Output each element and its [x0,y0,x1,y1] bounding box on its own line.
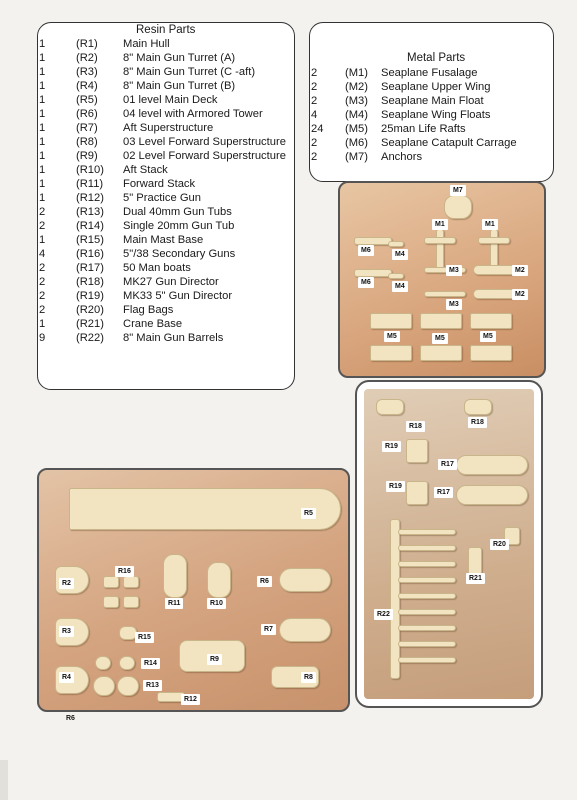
part-code: (R12) [76,192,104,204]
raft-part [420,313,462,329]
part-name: 8" Main Gun Turret (A) [123,52,236,64]
part-name: 8" Main Gun Turret (B) [123,80,236,92]
part-name: 5"/38 Secondary Guns [123,248,236,260]
part-code: (R15) [76,234,104,246]
part-tag: R15 [135,632,154,643]
part-code: (R17) [76,262,104,274]
gun-part [103,576,119,588]
barrel-part [398,641,456,647]
part-name: 8" Main Gun Turret (C -aft) [123,66,256,78]
part-code: (R10) [76,164,104,176]
part-code: (R18) [76,276,104,288]
part-tag: R12 [181,694,200,705]
qty: 2 [39,276,46,288]
qty: 1 [39,66,46,78]
part-tag: R20 [490,539,509,550]
part-code: (R13) [76,206,104,218]
part-name: 01 level Main Deck [123,94,218,106]
part-code: (R16) [76,248,104,260]
qty: 1 [39,178,46,190]
barrel-part [398,609,456,615]
part-name: 03 Level Forward Superstructure [123,136,286,148]
part-name: Seaplane Main Float [381,95,484,107]
part-name: Crane Base [123,318,183,330]
part-code: (M2) [345,81,368,93]
qty: 1 [39,80,46,92]
part-tag: R14 [141,658,160,669]
director-part [406,439,428,463]
part-tag: R18 [406,421,425,432]
stack-part [207,562,231,598]
part-tag: M7 [450,185,466,196]
gun-tub-part [117,676,139,696]
part-name: Anchors [381,151,423,163]
part-tag: M6 [358,245,374,256]
part-tag: M5 [432,333,448,344]
part-name: Main Hull [123,38,170,50]
gun-tub-part [93,676,115,696]
resin-parts-title: Resin Parts [136,24,196,36]
qty: 2 [311,81,318,93]
part-tag: R21 [466,573,485,584]
part-name: Main Mast Base [123,234,204,246]
part-tag: R22 [374,609,393,620]
part-tag: M1 [432,219,448,230]
part-code: (R19) [76,290,104,302]
part-code: (M7) [345,151,368,163]
qty: 1 [39,136,46,148]
part-name: MK27 Gun Director [123,276,219,288]
qty: 2 [311,67,318,79]
photo-background [364,389,534,699]
gun-part [123,596,139,608]
part-name: 02 Level Forward Superstructure [123,150,286,162]
gun-tub-part [95,656,111,670]
qty: 1 [39,234,46,246]
wing-float-part [388,241,404,247]
part-tag: R18 [468,417,487,428]
part-tag: R10 [207,598,226,609]
tower-part [279,568,331,592]
part-tag: R17 [434,487,453,498]
part-code: (R7) [76,122,98,134]
part-code: (R2) [76,52,98,64]
qty: 2 [311,151,318,163]
qty: 2 [39,304,46,316]
part-tag: M1 [482,219,498,230]
part-code: (M6) [345,137,368,149]
wing-float-part [388,273,404,279]
resin-small-parts-photo [355,380,543,708]
part-name: Seaplane Catapult Carrage [381,137,517,149]
part-name: Seaplane Wing Floats [381,109,491,121]
catapult-part [354,237,392,245]
part-tag: M3 [446,299,462,310]
qty: 1 [39,150,46,162]
part-name: Dual 40mm Gun Tubs [123,206,232,218]
qty: 1 [39,318,46,330]
raft-part [370,313,412,329]
part-tag: M5 [384,331,400,342]
wing-part [473,265,517,275]
metal-parts-title: Metal Parts [407,52,466,64]
part-name: Seaplane Upper Wing [381,81,491,93]
qty: 1 [39,192,46,204]
part-code: (M5) [345,123,368,135]
stack-part [163,554,187,598]
director-part [464,399,492,415]
part-code: (M1) [345,67,368,79]
director-part [406,481,428,505]
part-code: (R22) [76,332,104,344]
boat-part [456,455,528,475]
part-code: (R5) [76,94,98,106]
part-code: (R9) [76,150,98,162]
part-name: Flag Bags [123,304,174,316]
part-tag: R2 [59,578,74,589]
barrel-part [398,545,456,551]
part-code: (R8) [76,136,98,148]
gun-tub-part [119,656,135,670]
part-code: (R20) [76,304,104,316]
part-name: Aft Stack [123,164,168,176]
superstructure-part [279,618,331,642]
qty: 24 [311,123,324,135]
barrel-part [398,561,456,567]
barrel-sprue [390,519,400,679]
fuselage-part [478,237,510,244]
qty: 4 [311,109,318,121]
part-name: Aft Superstructure [123,122,214,134]
qty: 2 [39,220,46,232]
part-tag: M4 [392,249,408,260]
barrel-part [398,657,456,663]
qty: 1 [39,108,46,120]
part-name: 25man Life Rafts [381,123,466,135]
qty: 1 [39,94,46,106]
fuselage-part [436,229,444,271]
part-code: (R1) [76,38,98,50]
part-code: (R6) [76,108,98,120]
part-tag: R19 [386,481,405,492]
part-name: Forward Stack [123,178,196,190]
part-code: (R21) [76,318,104,330]
raft-part [370,345,412,361]
part-tag: R17 [438,459,457,470]
barrel-part [398,625,456,631]
part-tag: R8 [301,672,316,683]
barrel-part [398,529,456,535]
part-tag: R19 [382,441,401,452]
barrel-part [398,577,456,583]
part-code: (R14) [76,220,104,232]
metal-parts-photo [338,181,546,378]
part-tag: R13 [143,680,162,691]
gun-part [123,576,139,588]
part-tag: R9 [207,654,222,665]
part-tag: M4 [392,281,408,292]
anchor-part [444,195,472,219]
fuselage-part [424,237,456,244]
qty: 1 [39,122,46,134]
boat-part [456,485,528,505]
qty: 2 [311,95,318,107]
qty: 1 [39,38,46,50]
catapult-part [354,269,392,277]
qty: 2 [39,206,46,218]
raft-part [470,313,512,329]
qty: 9 [39,332,46,344]
part-tag: R5 [301,508,316,519]
qty: 2 [39,290,46,302]
part-tag: M6 [358,277,374,288]
page-edge-shadow [0,760,8,800]
barrel-part [398,593,456,599]
part-name: 50 Man boats [123,262,191,274]
part-tag: M2 [512,289,528,300]
part-tag: M3 [446,265,462,276]
director-part [376,399,404,415]
qty: 1 [39,52,46,64]
gun-part [103,596,119,608]
part-tag: R6 [257,576,272,587]
raft-part [420,345,462,361]
part-name: 8" Main Gun Barrels [123,332,224,344]
part-tag: R16 [115,566,134,577]
part-tag: R7 [261,624,276,635]
part-tag: R4 [59,672,74,683]
part-code: (M3) [345,95,368,107]
part-code: (M4) [345,109,368,121]
part-tag: R11 [165,598,183,609]
raft-part [470,345,512,361]
part-tag: M5 [480,331,496,342]
qty: 2 [39,262,46,274]
wing-part [473,289,517,299]
part-code: (R11) [76,178,104,190]
qty: 1 [39,164,46,176]
float-part [424,291,466,297]
page-footer-label: R6 [66,715,75,722]
part-name: 5" Practice Gun [123,192,201,204]
part-name: MK33 5" Gun Director [123,290,233,302]
part-tag: R3 [59,626,74,637]
part-name: Single 20mm Gun Tub [123,220,235,232]
resin-main-parts-photo [37,468,350,712]
part-code: (R4) [76,80,98,92]
crane-part [468,547,482,575]
part-code: (R3) [76,66,98,78]
part-name: 04 level with Armored Tower [123,108,263,120]
qty: 2 [311,137,318,149]
part-name: Seaplane Fusalage [381,67,478,79]
part-tag: M2 [512,265,528,276]
qty: 4 [39,248,46,260]
